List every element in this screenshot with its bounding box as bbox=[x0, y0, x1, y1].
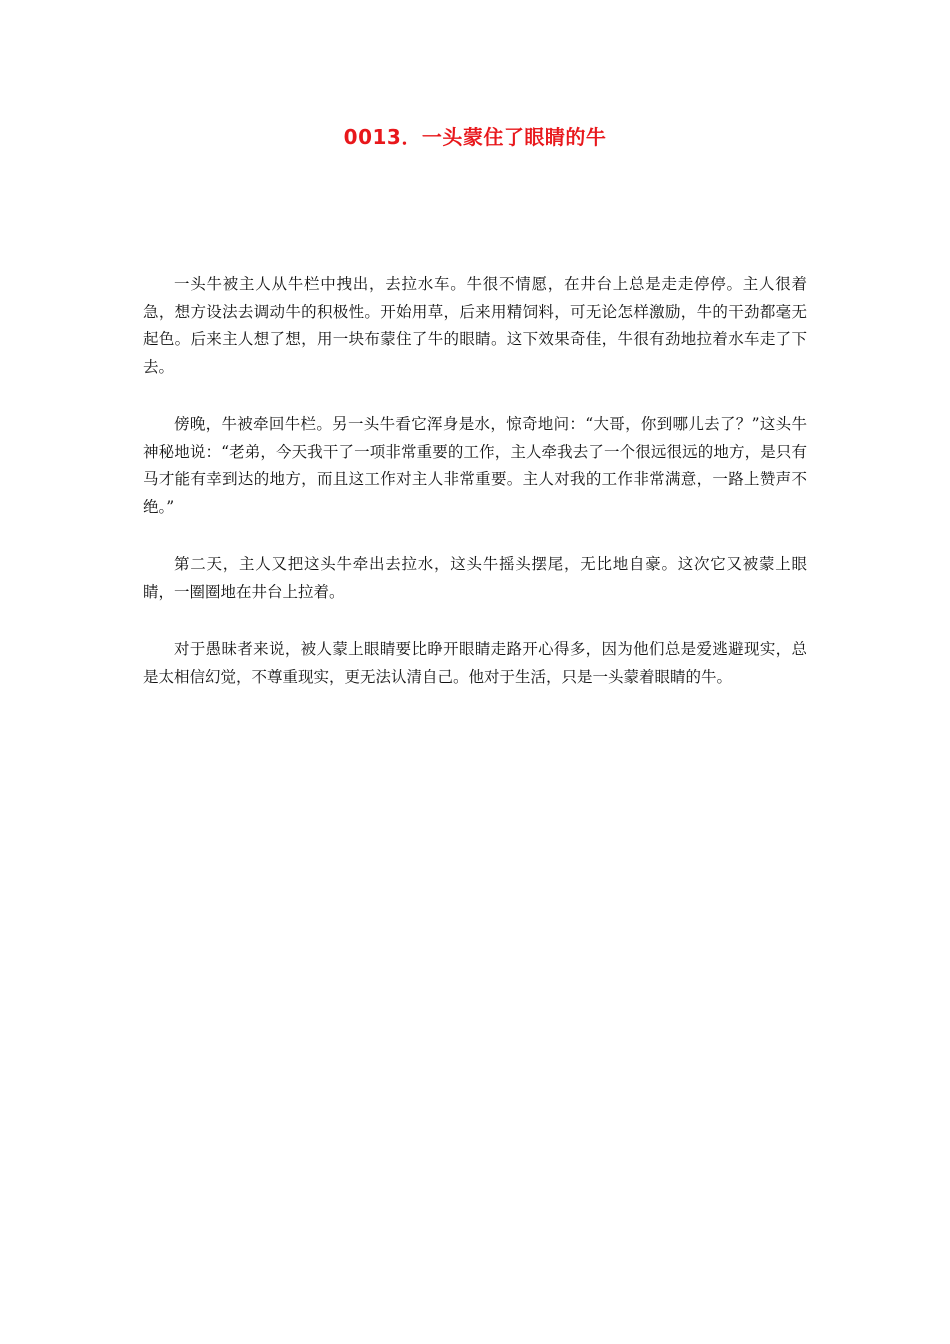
paragraph-1: 一头牛被主人从牛栏中拽出，去拉水车。牛很不情愿，在井台上总是走走停停。主人很着急，想方设法去调动牛的积极性。开始用草，后来用精饲料，可无论怎样激励，牛的干劲都毫无起色。后来主人想了想，用一块布蒙住了牛的眼睛。这下效果奇佳，牛很有劲地拉着水车走了下去。 bbox=[143, 275, 807, 376]
paragraph-4: 对于愚昧者来说，被人蒙上眼睛要比睁开眼睛走路开心得多，因为他们总是爱逃避现实，总是太相信幻觉，不尊重现实，更无法认清自己。他对于生活，只是一头蒙着眼睛的牛。 bbox=[143, 640, 807, 686]
paragraph-2: 傍晚，牛被牵回牛栏。另一头牛看它浑身是水，惊奇地问：“大哥，你到哪儿去了？”这头牛神秘地说：“老弟，今天我干了一项非常重要的工作，主人牵我去了一个很远很远的地方，是只有马才能有幸到达的地方，而且这工作对主人非常重要。主人对我的工作非常满意，一路上赞声不绝。” bbox=[143, 415, 807, 516]
document-body bbox=[143, 271, 807, 721]
paragraph-3: 第二天，主人又把这头牛牵出去拉水，这头牛摇头摆尾，无比地自豪。这次它又被蒙上眼睛，一圈圈地在井台上拉着。 bbox=[143, 555, 807, 601]
document-title: 0013．一头蒙住了眼睛的牛 bbox=[343, 125, 607, 149]
